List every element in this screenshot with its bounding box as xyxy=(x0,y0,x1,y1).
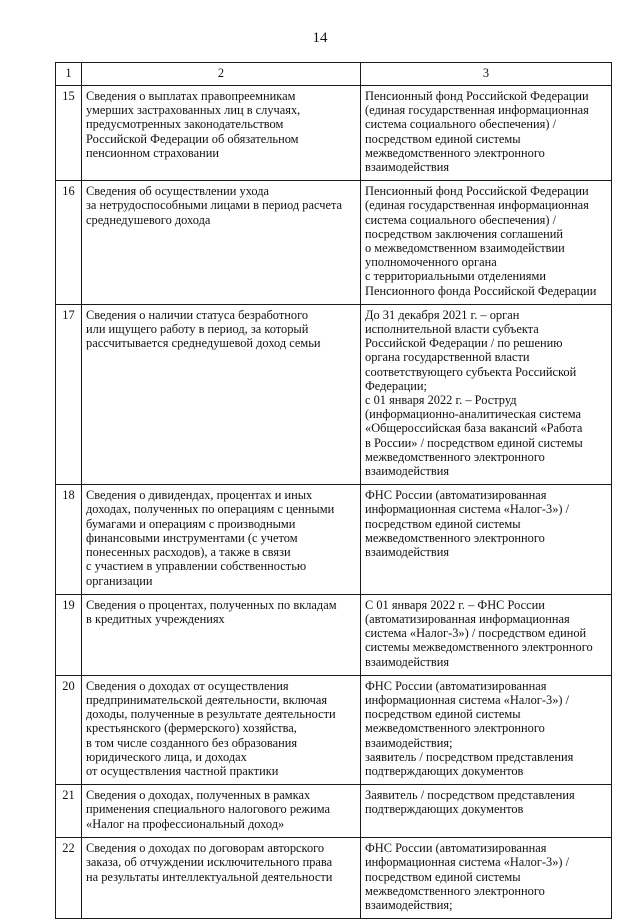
source-cell: ФНС России (автоматизированная информационная система «Налог-3») / посредством единой системы межведомственного электронного взаимодействия xyxy=(361,485,612,594)
row-number: 18 xyxy=(56,485,82,594)
table-row xyxy=(56,485,612,594)
table-row xyxy=(56,785,612,838)
information-cell: Сведения об осуществлении ухода за нетрудоспособными лицами в период расчета среднедушевого дохода xyxy=(82,181,361,305)
information-cell: Сведения о выплатах правопреемникам умерших застрахованных лиц в случаях, предусмотренных законодательством Российской Федерации об обязательном пенсионном страховании xyxy=(82,86,361,181)
information-cell: Сведения о дивидендах, процентах и иных доходах, полученных по операциям с ценными бумагами и операциям с производными финансовыми инструментами (с учетом понесенных расходов), а также в связи с участием в управлении собственностью организации xyxy=(82,485,361,594)
row-number: 16 xyxy=(56,181,82,305)
source-cell: Пенсионный фонд Российской Федерации (единая государственная информационная система социального обеспечения) / посредством заключения соглашений о межведомственном взаимодействии уполномоченного органа с территориальными отделениями Пенсионного фонда Российской Федерации xyxy=(361,181,612,305)
table-row xyxy=(56,304,612,484)
row-number: 15 xyxy=(56,86,82,181)
information-cell: Сведения о доходах от осуществления предпринимательской деятельности, включая доходы, полученные в результате деятельности крестьянского (фермерского) хозяйства, в том числе созданного без образования юридического лица, и доходах от осуществления частной практики xyxy=(82,675,361,784)
table-row xyxy=(56,181,612,305)
source-cell: Заявитель / посредством представления подтверждающих документов xyxy=(361,785,612,838)
information-cell: Сведения о наличии статуса безработного или ищущего работу в период, за который рассчитывается среднедушевой доход семьи xyxy=(82,304,361,484)
source-cell: ФНС России (автоматизированная информационная система «Налог-3») / посредством единой системы межведомственного электронного взаимодействия; xyxy=(361,838,612,919)
row-number: 20 xyxy=(56,675,82,784)
row-number: 21 xyxy=(56,785,82,838)
header-col-2: 2 xyxy=(82,63,361,86)
table-row xyxy=(56,86,612,181)
header-col-1: 1 xyxy=(56,63,82,86)
data-sources-table xyxy=(55,62,612,919)
table-row xyxy=(56,675,612,784)
information-cell: Сведения о доходах по договорам авторского заказа, об отчуждении исключительного права на результаты интеллектуальной деятельности xyxy=(82,838,361,919)
table-row xyxy=(56,594,612,675)
header-col-3: 3 xyxy=(361,63,612,86)
source-cell: До 31 декабря 2021 г. – орган исполнительной власти субъекта Российской Федерации / по решению органа государственной власти соответствующего субъекта Российской Федерации; с 01 января 2022 г. – Роструд (информационно-аналитическая система «Общероссийская база вакансий «Работа в России» / посредством единой системы межведомственного электронного взаимодействия xyxy=(361,304,612,484)
table-row xyxy=(56,838,612,919)
information-cell: Сведения о процентах, полученных по вкладам в кредитных учреждениях xyxy=(82,594,361,675)
information-cell: Сведения о доходах, полученных в рамках применения специального налогового режима «Налог на профессиональный доход» xyxy=(82,785,361,838)
source-cell: Пенсионный фонд Российской Федерации (единая государственная информационная система социального обеспечения) / посредством единой системы межведомственного электронного взаимодействия xyxy=(361,86,612,181)
row-number: 22 xyxy=(56,838,82,919)
table-header-row xyxy=(56,63,612,86)
row-number: 17 xyxy=(56,304,82,484)
page-number: 14 xyxy=(312,30,328,46)
source-cell: С 01 января 2022 г. – ФНС России (автоматизированная информационная система «Налог-3») / посредством единой системы межведомственного электронного взаимодействия xyxy=(361,594,612,675)
source-cell: ФНС России (автоматизированная информационная система «Налог-3») / посредством единой системы межведомственного электронного взаимодействия; заявитель / посредством представления подтверждающих документов xyxy=(361,675,612,784)
row-number: 19 xyxy=(56,594,82,675)
